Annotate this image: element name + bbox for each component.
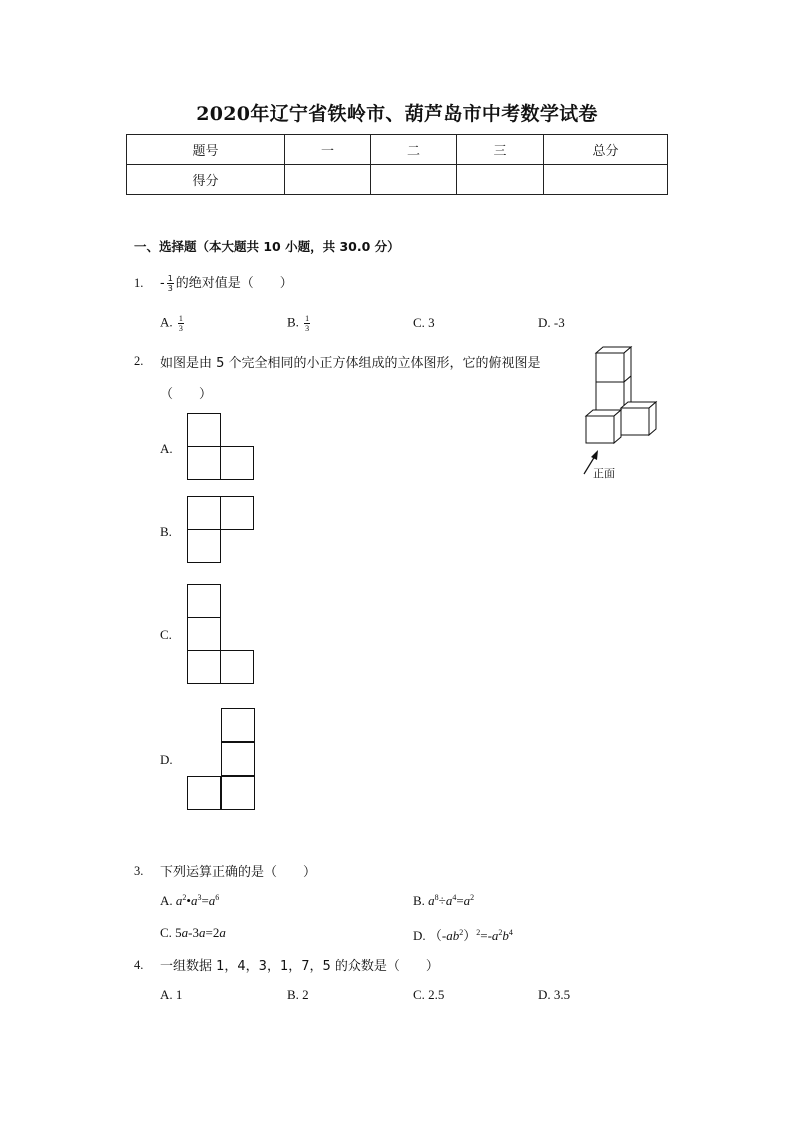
q4-option-b[interactable]: B. 2 bbox=[287, 987, 309, 1002]
q2-text: 如图是由 5 个完全相同的小正方体组成的立体图形，它的俯视图是 bbox=[160, 356, 541, 371]
q3-option-b-label: B. bbox=[413, 893, 425, 908]
grid-square bbox=[187, 650, 221, 684]
q3-option-d[interactable] bbox=[413, 925, 513, 944]
q3-a-exp3: 6 bbox=[215, 893, 220, 902]
q2-cube-figure bbox=[582, 346, 662, 476]
q4-option-c[interactable]: C. 2.5 bbox=[413, 987, 445, 1002]
q4-text: 一组数据 1，4，3，1，7，5 的众数是（ ） bbox=[160, 959, 439, 974]
q1-number: 1. bbox=[134, 276, 144, 290]
q1-option-d[interactable]: D. -3 bbox=[538, 315, 565, 330]
q1-option-a-num: 1 bbox=[178, 314, 183, 323]
q3-c-var3: a bbox=[219, 925, 226, 940]
header-cell-part-1: 一 bbox=[285, 135, 371, 165]
q3-d-eq: =- bbox=[480, 928, 492, 943]
grid-square bbox=[220, 446, 254, 480]
q3-d-close: ） bbox=[463, 928, 477, 943]
q3-option-d-label: D. bbox=[413, 928, 426, 943]
q3-a-exp2: 3 bbox=[197, 893, 202, 902]
q2-option-c-label[interactable]: C. bbox=[160, 627, 172, 642]
q4-number: 4. bbox=[134, 958, 144, 972]
q3-b-exp1: 8 bbox=[434, 893, 439, 902]
score-table bbox=[126, 134, 668, 195]
score-cell[interactable] bbox=[371, 165, 457, 195]
q1-minus: - bbox=[160, 276, 165, 291]
q3-b-base1: a bbox=[428, 893, 435, 908]
q1-option-a-label: A. bbox=[160, 314, 173, 330]
score-cell[interactable] bbox=[457, 165, 544, 195]
q1-option-c[interactable]: C. 3 bbox=[413, 315, 435, 330]
q3-d-var2: a bbox=[491, 928, 499, 943]
q3-number: 3. bbox=[134, 864, 144, 878]
q3-d-open: （- bbox=[428, 928, 447, 943]
grid-square bbox=[221, 776, 255, 810]
q3-option-b[interactable] bbox=[413, 893, 474, 909]
header-cell-total: 总分 bbox=[544, 135, 668, 165]
q4-option-d[interactable]: D. 3.5 bbox=[538, 987, 571, 1002]
q3-option-c[interactable] bbox=[160, 925, 226, 941]
q1-option-a-den: 3 bbox=[178, 324, 183, 333]
q3-c-op: -3 bbox=[188, 925, 200, 940]
grid-square bbox=[187, 617, 221, 651]
q3-c-var1: a bbox=[181, 925, 189, 940]
grid-square bbox=[187, 776, 221, 810]
q3-option-c-label: C. bbox=[160, 925, 172, 940]
q3-c-coef: 5 bbox=[175, 925, 182, 940]
header-cell-part-3: 三 bbox=[457, 135, 544, 165]
exam-title: 2020年辽宁省铁岭市、葫芦岛市中考数学试卷 bbox=[196, 103, 598, 125]
q1-option-a[interactable] bbox=[160, 314, 186, 333]
q1-option-b-label: B. bbox=[287, 314, 299, 330]
q4-option-a[interactable]: A. 1 bbox=[160, 987, 183, 1002]
header-cell-question-no: 题号 bbox=[127, 135, 285, 165]
q1-frac-num: 1 bbox=[167, 274, 173, 283]
q3-b-eq: = bbox=[456, 893, 464, 908]
grid-square bbox=[221, 708, 255, 742]
q3-d-var1: ab bbox=[446, 928, 460, 943]
row-label-score: 得分 bbox=[127, 165, 285, 195]
q3-d-exp4: 4 bbox=[508, 928, 513, 937]
grid-square bbox=[187, 496, 221, 530]
grid-square bbox=[220, 496, 254, 530]
q3-a-base2: a bbox=[190, 893, 198, 908]
q3-a-exp1: 2 bbox=[182, 893, 187, 902]
grid-square bbox=[221, 742, 255, 776]
q2-option-a-label[interactable]: A. bbox=[160, 441, 173, 456]
q3-b-op: ÷ bbox=[438, 893, 446, 908]
q3-c-var2: a bbox=[199, 925, 206, 940]
q3-a-base1: a bbox=[175, 893, 183, 908]
q3-b-base3: a bbox=[463, 893, 471, 908]
grid-square bbox=[187, 529, 221, 563]
q3-option-a-label: A. bbox=[160, 893, 173, 908]
q1-frac-den: 3 bbox=[167, 284, 173, 293]
q3-d-exp2: 2 bbox=[476, 928, 481, 937]
q3-d-exp1: 2 bbox=[459, 928, 464, 937]
q2-number: 2. bbox=[134, 354, 144, 368]
score-table-header-row bbox=[127, 135, 668, 165]
q1-stem bbox=[160, 272, 293, 293]
q3-d-exp3: 2 bbox=[498, 928, 503, 937]
q3-a-op: • bbox=[186, 893, 191, 908]
grid-square bbox=[187, 584, 221, 618]
score-cell[interactable] bbox=[285, 165, 371, 195]
section-heading: 一、选择题（本大题共 10 小题，共 30.0 分） bbox=[134, 239, 400, 254]
grid-square bbox=[220, 650, 254, 684]
cubes-drawing bbox=[582, 346, 662, 476]
front-label: 正面 bbox=[593, 467, 615, 480]
q3-a-base3: a bbox=[208, 893, 216, 908]
q3-a-eq: = bbox=[201, 893, 209, 908]
q1-fraction bbox=[167, 274, 174, 293]
q3-d-var3: b bbox=[502, 928, 509, 943]
q2-paren: （ ） bbox=[160, 387, 213, 402]
q1-text: 的绝对值是（ ） bbox=[175, 276, 293, 291]
q3-b-base2: a bbox=[445, 893, 453, 908]
q1-option-b[interactable] bbox=[287, 314, 312, 333]
score-cell[interactable] bbox=[544, 165, 668, 195]
grid-square bbox=[187, 446, 221, 480]
q1-option-b-den: 3 bbox=[305, 324, 310, 333]
grid-square bbox=[187, 413, 221, 447]
header-cell-part-2: 二 bbox=[371, 135, 457, 165]
q2-option-b-label[interactable]: B. bbox=[160, 524, 172, 539]
q2-option-d-label[interactable]: D. bbox=[160, 752, 173, 767]
q3-c-eq: =2 bbox=[205, 925, 220, 940]
q3-option-a[interactable] bbox=[160, 893, 219, 909]
score-table-score-row bbox=[127, 165, 668, 195]
q3-b-exp2: 4 bbox=[452, 893, 457, 902]
q3-b-exp3: 2 bbox=[470, 893, 475, 902]
q3-text: 下列运算正确的是（ ） bbox=[160, 865, 317, 880]
q1-option-b-num: 1 bbox=[305, 314, 310, 323]
